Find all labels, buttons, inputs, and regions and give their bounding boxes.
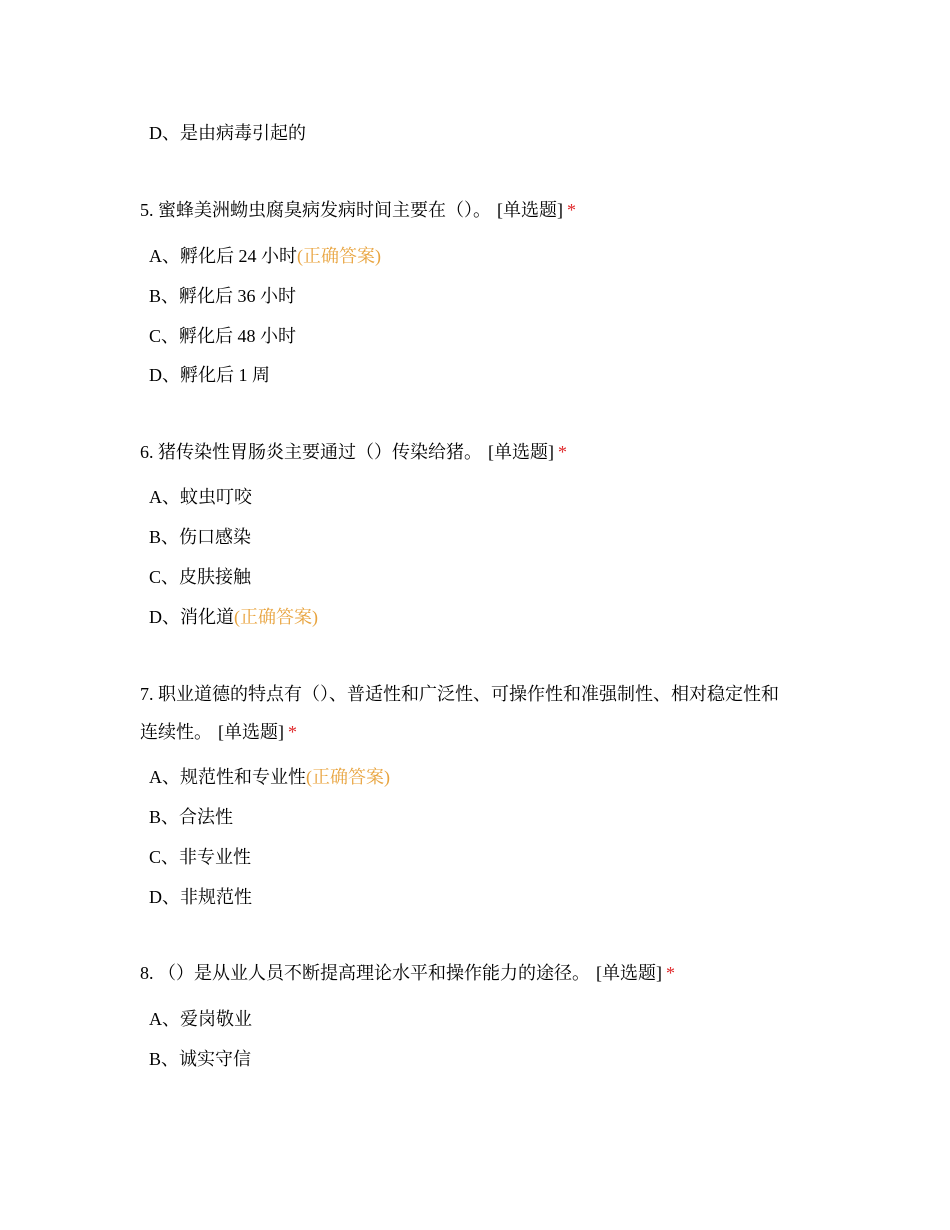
question-6-option-a [149,484,252,510]
option-text: D、非规范性 [149,887,252,907]
option-text: D、消化道 [149,607,234,627]
question-5-option-c [149,323,296,349]
option-text: D、孵化后 1 周 [149,365,270,385]
option-text: C、非专业性 [149,847,252,867]
question-6-title [140,438,567,466]
question-6-option-d [149,604,318,630]
required-mark: * [288,722,297,742]
question-6-option-c [149,564,251,590]
question-type-tag: [单选题] [488,442,554,462]
question-7-option-c [149,844,251,870]
option-text: B、合法性 [149,807,234,827]
question-7-option-a [149,764,390,790]
question-type-tag: [单选题] [218,722,284,742]
prev-question-option-d [149,120,306,146]
question-5-option-d [149,362,270,388]
question-7-title-line-1 [140,680,779,708]
question-7-option-d [149,884,252,910]
question-title-text: 8. （）是从业人员不断提高理论水平和操作能力的途径。 [140,963,590,983]
option-text: A、规范性和专业性 [149,767,306,787]
question-title-text: 5. 蜜蜂美洲蚴虫腐臭病发病时间主要在（）。 [140,200,491,220]
question-title-text: 连续性。 [140,722,212,742]
question-5-option-b [149,283,296,309]
option-text: D、是由病毒引起的 [149,123,306,143]
question-type-tag: [单选题] [497,200,563,220]
question-title-text: 7. 职业道德的特点有（）、普适性和广泛性、可操作性和准强制性、相对稳定性和 [140,684,779,704]
question-8-option-a [149,1006,252,1032]
required-mark: * [567,200,576,220]
option-text: B、诚实守信 [149,1049,252,1069]
option-text: A、孵化后 24 小时 [149,246,297,266]
correct-answer-label: (正确答案) [306,767,390,787]
required-mark: * [666,963,675,983]
question-title-text: 6. 猪传染性胃肠炎主要通过（）传染给猪。 [140,442,482,462]
option-text: C、孵化后 48 小时 [149,326,297,346]
question-6-option-b [149,524,251,550]
question-7-option-b [149,804,233,830]
option-text: B、孵化后 36 小时 [149,286,297,306]
option-text: B、伤口感染 [149,527,252,547]
correct-answer-label: (正确答案) [234,607,318,627]
option-text: A、蚊虫叮咬 [149,487,252,507]
question-type-tag: [单选题] [596,963,662,983]
correct-answer-label: (正确答案) [297,246,381,266]
question-8-title [140,959,675,987]
option-text: A、爱岗敬业 [149,1009,252,1029]
question-7-title-line-2 [140,718,297,746]
option-text: C、皮肤接触 [149,567,252,587]
question-5-title [140,196,576,224]
question-5-option-a [149,243,381,269]
question-8-option-b [149,1046,251,1072]
required-mark: * [558,442,567,462]
